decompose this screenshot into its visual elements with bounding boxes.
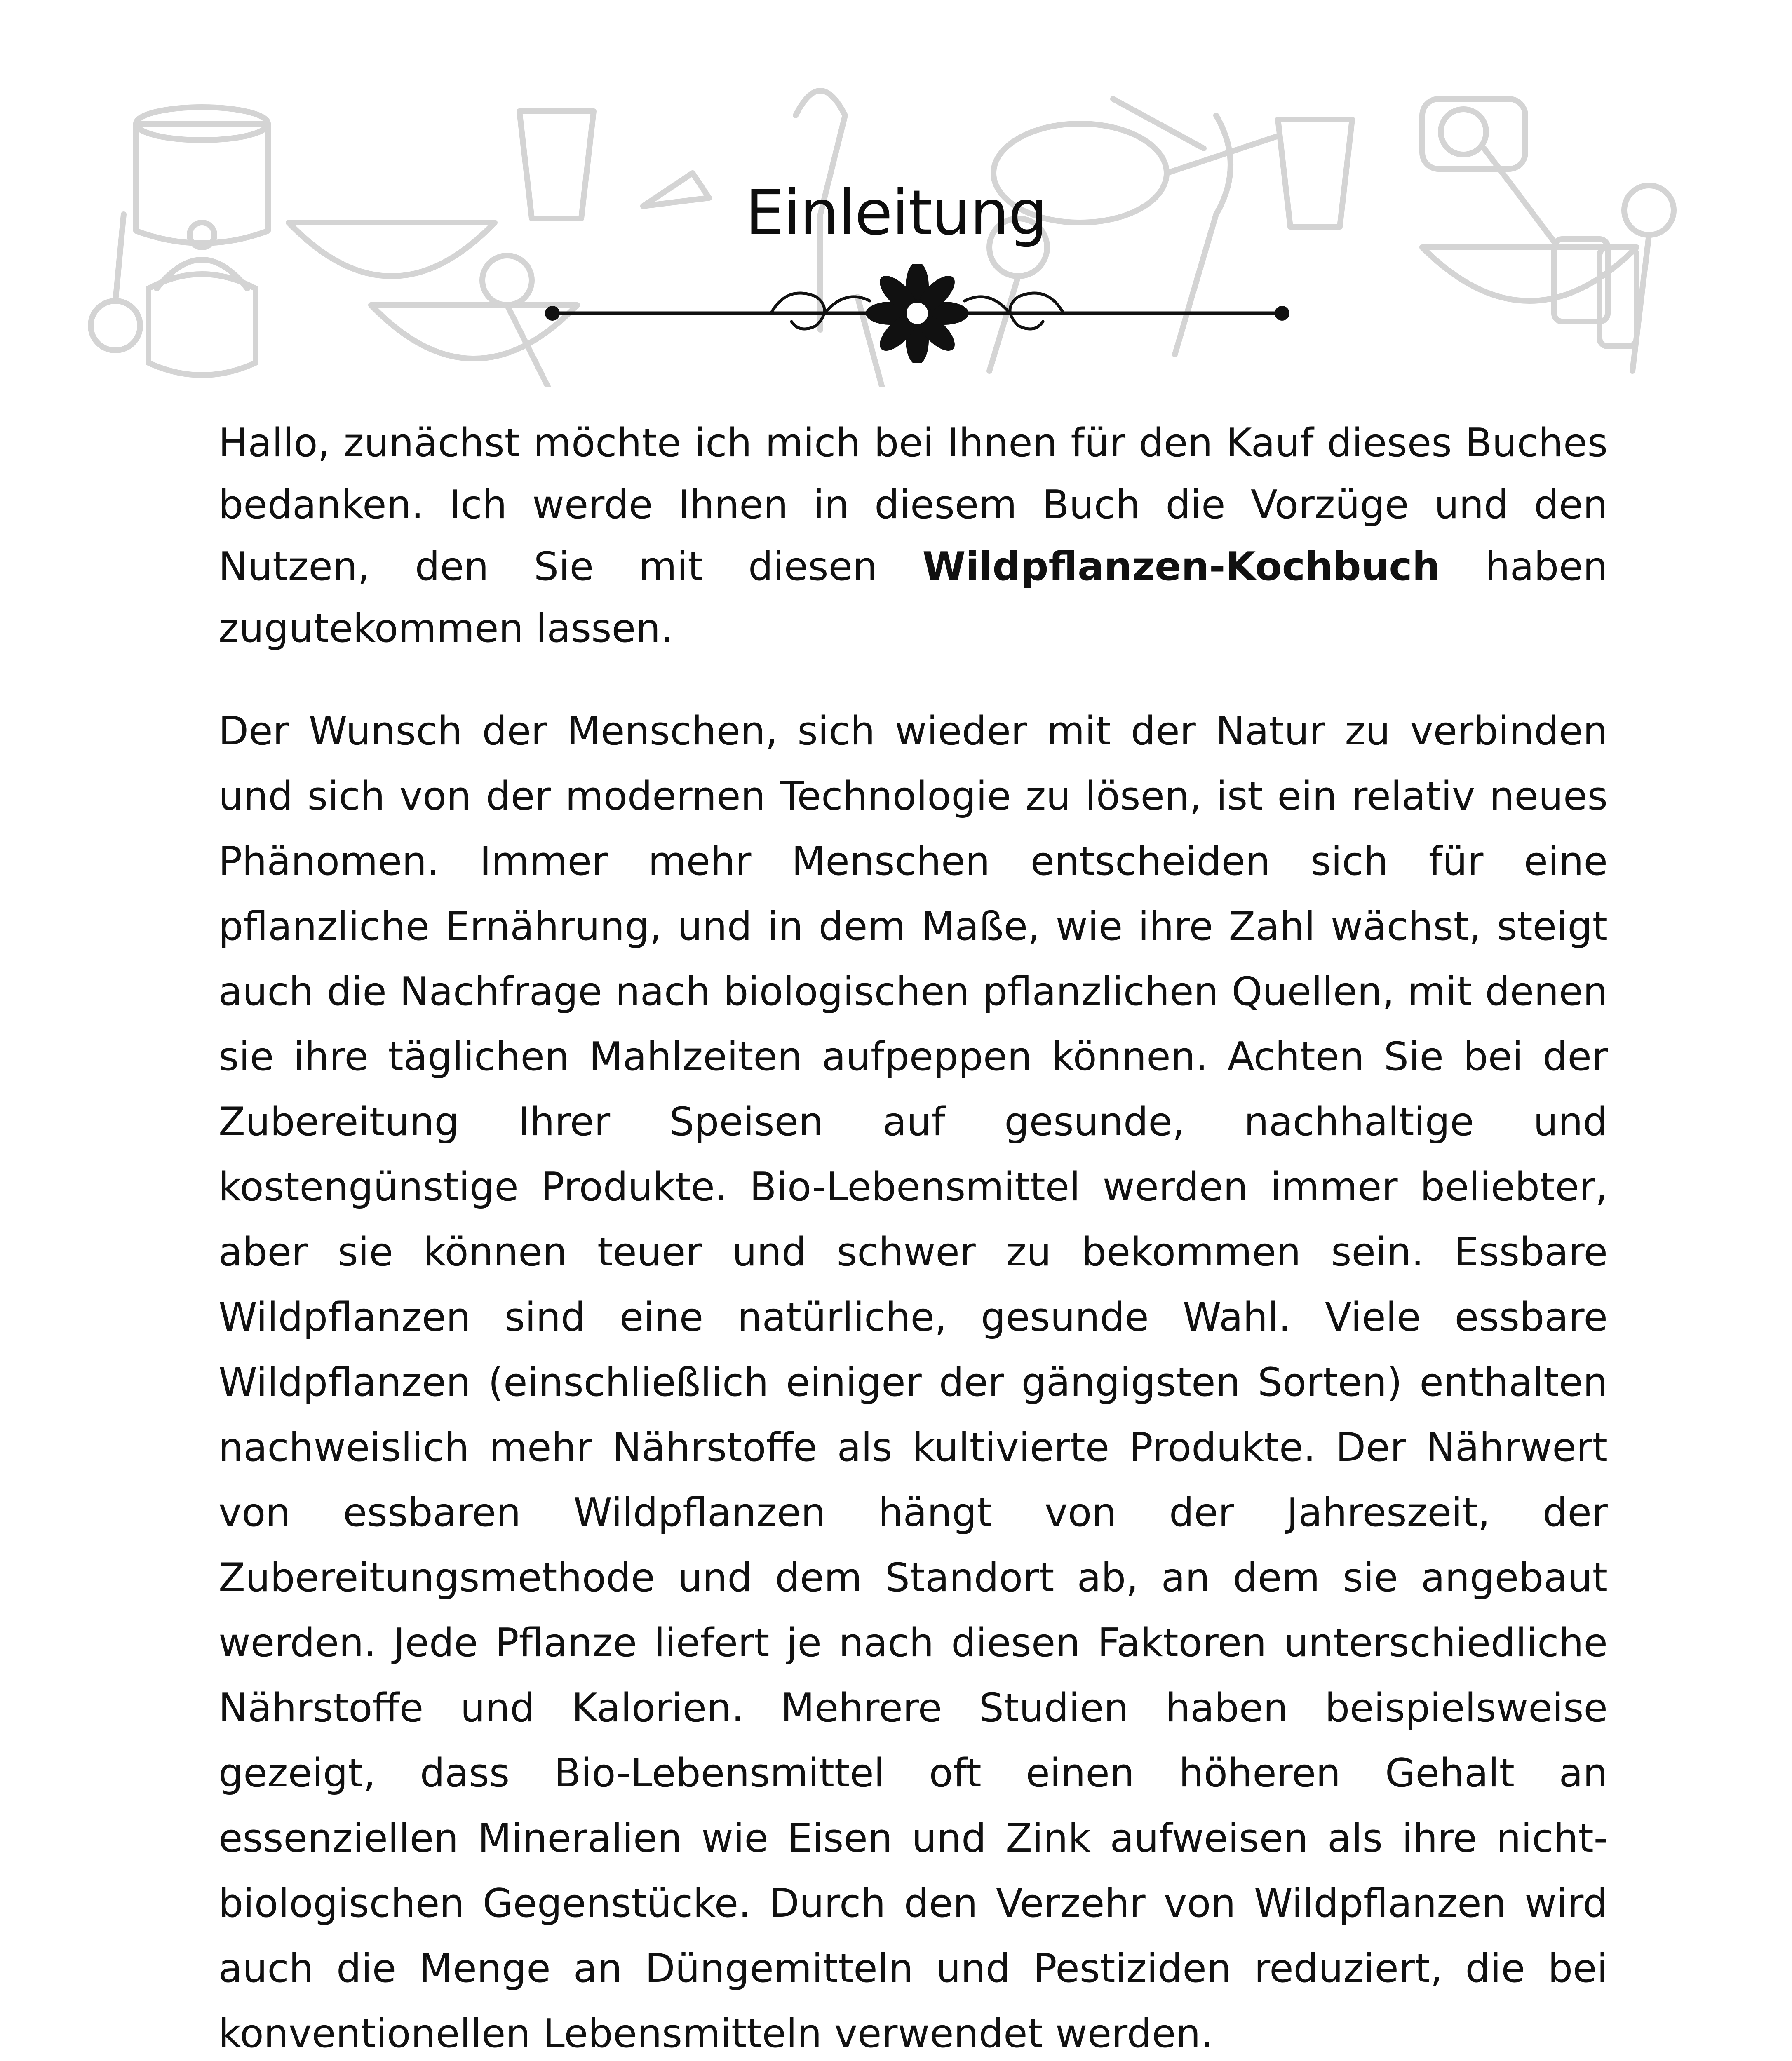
flower-icon — [540, 264, 1294, 363]
page-title: Einleitung — [745, 177, 1047, 249]
intro-text-end: haben zugutekommen lassen. — [218, 544, 1608, 651]
intro-text-start: Hallo, zunächst möchte ich mich bei Ihnen für den Kauf dieses Buches bedanken. Ich werde Ihnen in diesem Buch die Vorzüge und den Nutzen, den Sie mit diesen — [218, 420, 1608, 589]
intro-paragraph — [218, 412, 1608, 660]
main-paragraph: Der Wunsch der Menschen, sich wieder mit der Natur zu verbinden und sich von der modernen Technologie zu lösen, ist ein relativ neues Phänomen. Immer mehr Menschen entscheiden sich für eine pflanzliche Ernährung, und in dem Maße, wie ihre Zahl wächst, steigt auch die Nachfrage nach biologischen pflanzlichen Quellen, mit denen sie ihre täglichen Mahlzeiten aufpeppen können. Achten Sie bei der Zubereitung Ihrer Speisen auf gesunde, nachhaltige und kostengünstige Produkte. Bio-Lebensmittel werden immer beliebter, aber sie können teuer und schwer zu bekommen sein. Essbare Wildpflanzen sind eine natürliche, gesunde Wahl. Viele essbare Wildpflanzen (einschließlich einiger der gängigsten Sorten) enthalten nachweislich mehr Nährstoffe als kultivierte Produkte. Der Nährwert von essbaren Wildpflanzen hängt von der Jahreszeit, der Zubereitungsmethode und dem Standort ab, an dem sie angebaut werden. Jede Pflanze liefert je nach diesen Faktoren unterschiedliche Nährstoffe und Kalorien. Mehrere Studien haben beispielsweise gezeigt, dass Bio-Lebensmittel oft einen höheren Gehalt an essenziellen Mineralien wie Eisen und Zink aufweisen als ihre nicht-biologischen Gegenstücke. Durch den Verzehr von Wildpflanzen wird auch die Menge an Düngemitteln und Pestiziden reduziert, die bei konventionellen Lebensmitteln verwendet werden. — [218, 709, 1608, 2056]
document-body — [218, 412, 1608, 2061]
flower-divider-ornament — [540, 264, 1294, 363]
book-title-highlight: Wildpflanzen-Kochbuch — [922, 544, 1440, 589]
